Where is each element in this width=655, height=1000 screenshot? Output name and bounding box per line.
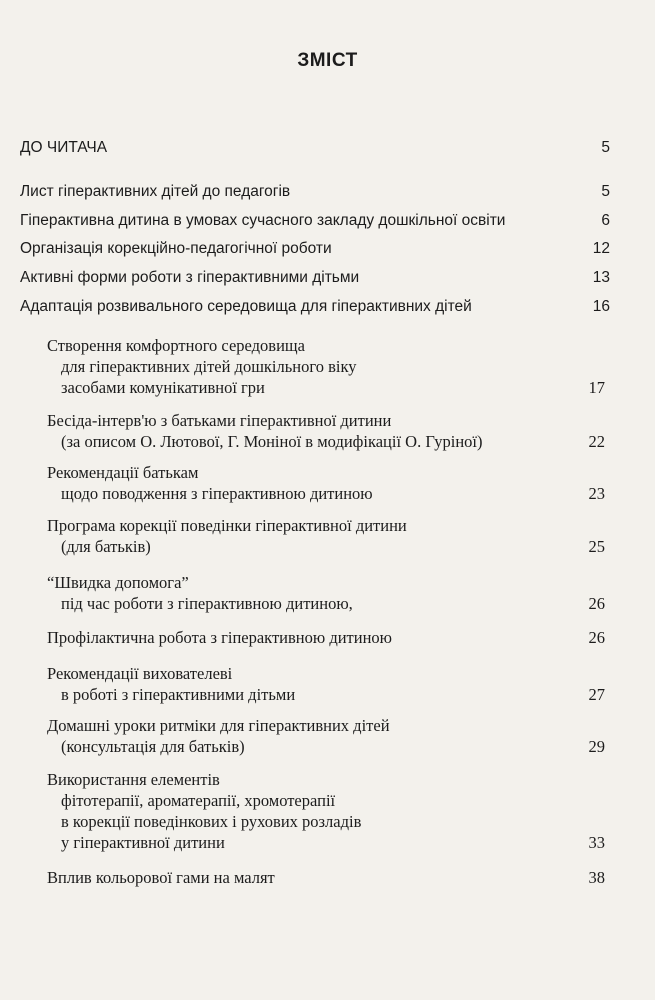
toc-subentry-line: Профілактична робота з гіперактивною дитиною bbox=[47, 628, 393, 647]
toc-entry-label: Організація корекційно-педагогічної роботи bbox=[20, 240, 332, 257]
toc-subentry-line: (консультація для батьків) bbox=[61, 737, 245, 756]
toc-subentry-line: Рекомендації вихователеві bbox=[47, 664, 233, 683]
toc-page-number: 17 bbox=[588, 378, 605, 397]
toc-subentry-line: фітотерапії, ароматерапії, хромотерапії bbox=[61, 791, 336, 810]
toc-entry-label: ДО ЧИТАЧА bbox=[20, 139, 108, 156]
toc-subentry-line: щодо поводження з гіперактивною дитиною bbox=[61, 484, 373, 503]
toc-subentry-line: (за описом О. Лютової, Г. Моніної в модифікації О. Гуріної) bbox=[61, 432, 483, 451]
toc-page-number: 33 bbox=[588, 833, 605, 852]
toc-subentry-line: Використання елементів bbox=[47, 770, 220, 789]
toc-subentry-line: у гіперактивної дитини bbox=[61, 833, 225, 852]
toc-entry-intro[interactable] bbox=[20, 138, 610, 158]
toc-subentry-line: для гіперактивних дітей дошкільного віку bbox=[61, 357, 357, 376]
toc-subentry[interactable] bbox=[47, 769, 605, 853]
toc-page-number: 5 bbox=[601, 183, 610, 200]
toc-page-number: 23 bbox=[588, 484, 605, 503]
toc-entry[interactable] bbox=[20, 182, 610, 202]
toc-page-number: 6 bbox=[601, 212, 610, 229]
toc-subentry-line: Програма корекції поведінки гіперактивної дитини bbox=[47, 516, 407, 535]
toc-subentry[interactable] bbox=[47, 715, 605, 757]
toc-page-number: 12 bbox=[592, 240, 610, 257]
toc-subentry-line: (для батьків) bbox=[61, 537, 151, 556]
toc-entry[interactable] bbox=[20, 268, 610, 288]
toc-subentry[interactable] bbox=[47, 410, 605, 452]
toc-entry-label: Адаптація розвивального середовища для гіперактивних дітей bbox=[20, 298, 472, 315]
toc-subentry[interactable] bbox=[47, 335, 605, 398]
toc-page-number: 22 bbox=[588, 432, 605, 451]
toc-entry-label: Гіперактивна дитина в умовах сучасного закладу дошкільної освіти bbox=[20, 212, 506, 229]
toc-page-number: 26 bbox=[588, 594, 605, 613]
toc-subentry[interactable] bbox=[47, 462, 605, 504]
toc-subentry-line: Домашні уроки ритміки для гіперактивних дітей bbox=[47, 716, 390, 735]
toc-subentry-line: в роботі з гіперактивними дітьми bbox=[61, 685, 296, 704]
toc-subentry[interactable] bbox=[47, 515, 605, 557]
toc-page-number: 13 bbox=[592, 269, 610, 286]
toc-subentry-line: Рекомендації батькам bbox=[47, 463, 199, 482]
toc-entry-label: Лист гіперактивних дітей до педагогів bbox=[20, 183, 291, 200]
toc-subentry[interactable] bbox=[47, 867, 605, 888]
toc-page-number: 16 bbox=[592, 298, 610, 315]
toc-subentry-line: Вплив кольорової гами на малят bbox=[47, 868, 275, 887]
toc-page-number: 26 bbox=[588, 628, 605, 647]
toc-entry[interactable] bbox=[20, 211, 610, 231]
toc-entry[interactable] bbox=[20, 297, 610, 317]
toc-subentry[interactable] bbox=[47, 627, 605, 648]
toc-subentry[interactable] bbox=[47, 572, 605, 614]
toc-subentry-line: Бесіда-інтерв'ю з батьками гіперактивної дитини bbox=[47, 411, 392, 430]
toc-page-number: 29 bbox=[588, 737, 605, 756]
toc-subentry-line: засобами комунікативної гри bbox=[61, 378, 265, 397]
toc-page-number: 5 bbox=[601, 139, 610, 156]
toc-subentry-line: в корекції поведінкових і рухових розладів bbox=[61, 812, 362, 831]
toc-entry-label: Активні форми роботи з гіперактивними дітьми bbox=[20, 269, 360, 286]
page-title: ЗМІСТ bbox=[297, 50, 358, 71]
toc-page-number: 25 bbox=[588, 537, 605, 556]
toc-subentry[interactable] bbox=[47, 663, 605, 705]
toc-page-number: 27 bbox=[588, 685, 605, 704]
toc-subentry-line: “Швидка допомога” bbox=[47, 573, 189, 592]
toc-subentry-line: під час роботи з гіперактивною дитиною, bbox=[61, 594, 353, 613]
toc-entry[interactable] bbox=[20, 239, 610, 259]
toc-page-number: 38 bbox=[588, 868, 605, 887]
toc-subentry-line: Створення комфортного середовища bbox=[47, 336, 305, 355]
